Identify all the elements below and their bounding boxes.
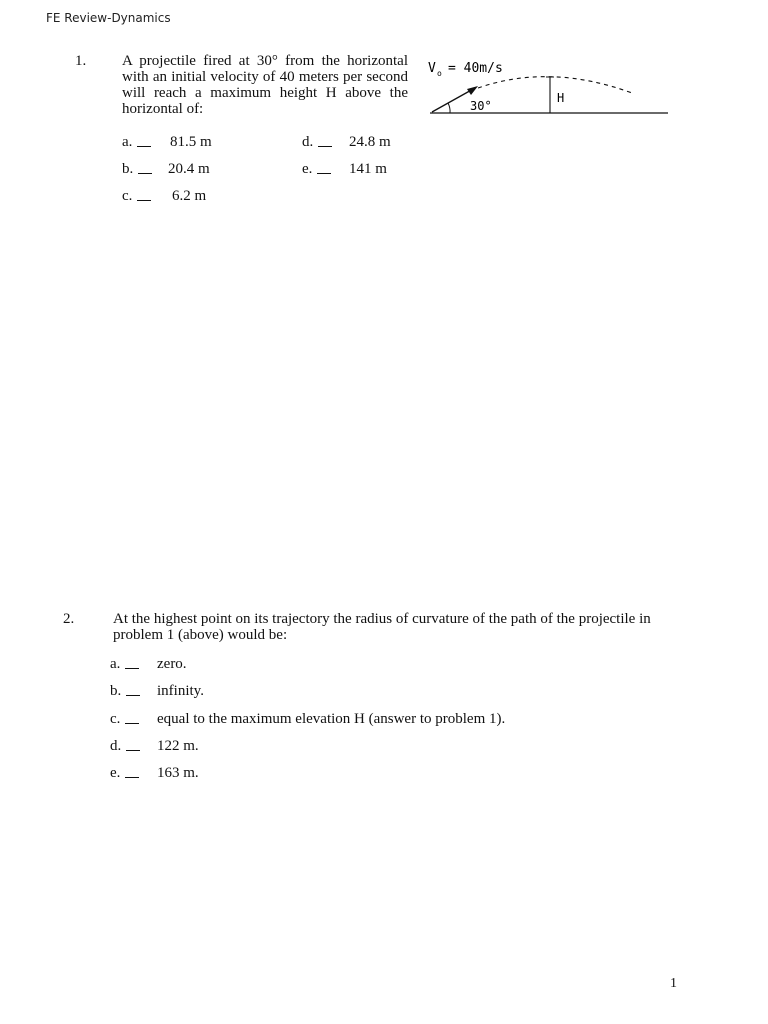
question-2-text: At the highest point on its trajectory the radius of curvature of the path of the projectile in problem 1 (above) would be: <box>113 611 651 643</box>
angle-label: 30° <box>470 99 492 113</box>
question-1-choice-a: a. 81.5 m <box>122 134 212 150</box>
question-1-choice-d: d. 24.8 m <box>302 134 391 150</box>
angle-arc <box>448 103 450 113</box>
question-1-choice-e: e. 141 m <box>302 161 387 177</box>
velocity-value: = 40m/s <box>448 61 503 76</box>
question-2-number: 2. <box>63 611 75 627</box>
question-2-choice-c: c. equal to the maximum elevation H (answer to problem 1). <box>110 711 506 727</box>
answer-blank[interactable] <box>126 695 140 696</box>
question-1-number: 1. <box>75 53 87 69</box>
question-1-choice-b: b. 20.4 m <box>122 161 210 177</box>
question-2-choice-b: b. infinity. <box>110 683 204 699</box>
question-2-choice-e: e. 163 m. <box>110 765 199 781</box>
answer-blank[interactable] <box>126 750 140 751</box>
answer-blank[interactable] <box>125 668 139 669</box>
answer-blank[interactable] <box>137 146 151 147</box>
answer-blank[interactable] <box>137 200 151 201</box>
velocity-arrowhead <box>467 86 478 95</box>
height-label: H <box>557 91 565 105</box>
question-1-choice-c: c. 6.2 m <box>122 188 207 204</box>
question-2-choice-d: d. 122 m. <box>110 738 199 754</box>
answer-blank[interactable] <box>317 173 331 174</box>
answer-blank[interactable] <box>125 723 139 724</box>
answer-blank[interactable] <box>125 777 139 778</box>
trajectory-path <box>478 77 632 93</box>
velocity-subscript: o <box>437 69 442 78</box>
question-1-text: A projectile fired at 30° from the horizontal with an initial velocity of 40 meters per second will reach a maximum height H above the horizontal of: <box>122 53 408 117</box>
page-header: FE Review-Dynamics <box>46 11 171 25</box>
question-2-choice-a: a. zero. <box>110 656 187 672</box>
velocity-vector <box>432 88 475 112</box>
projectile-diagram <box>420 55 680 125</box>
answer-blank[interactable] <box>318 146 332 147</box>
answer-blank[interactable] <box>138 173 152 174</box>
page-number: 1 <box>670 976 677 991</box>
velocity-symbol: V <box>428 61 436 76</box>
